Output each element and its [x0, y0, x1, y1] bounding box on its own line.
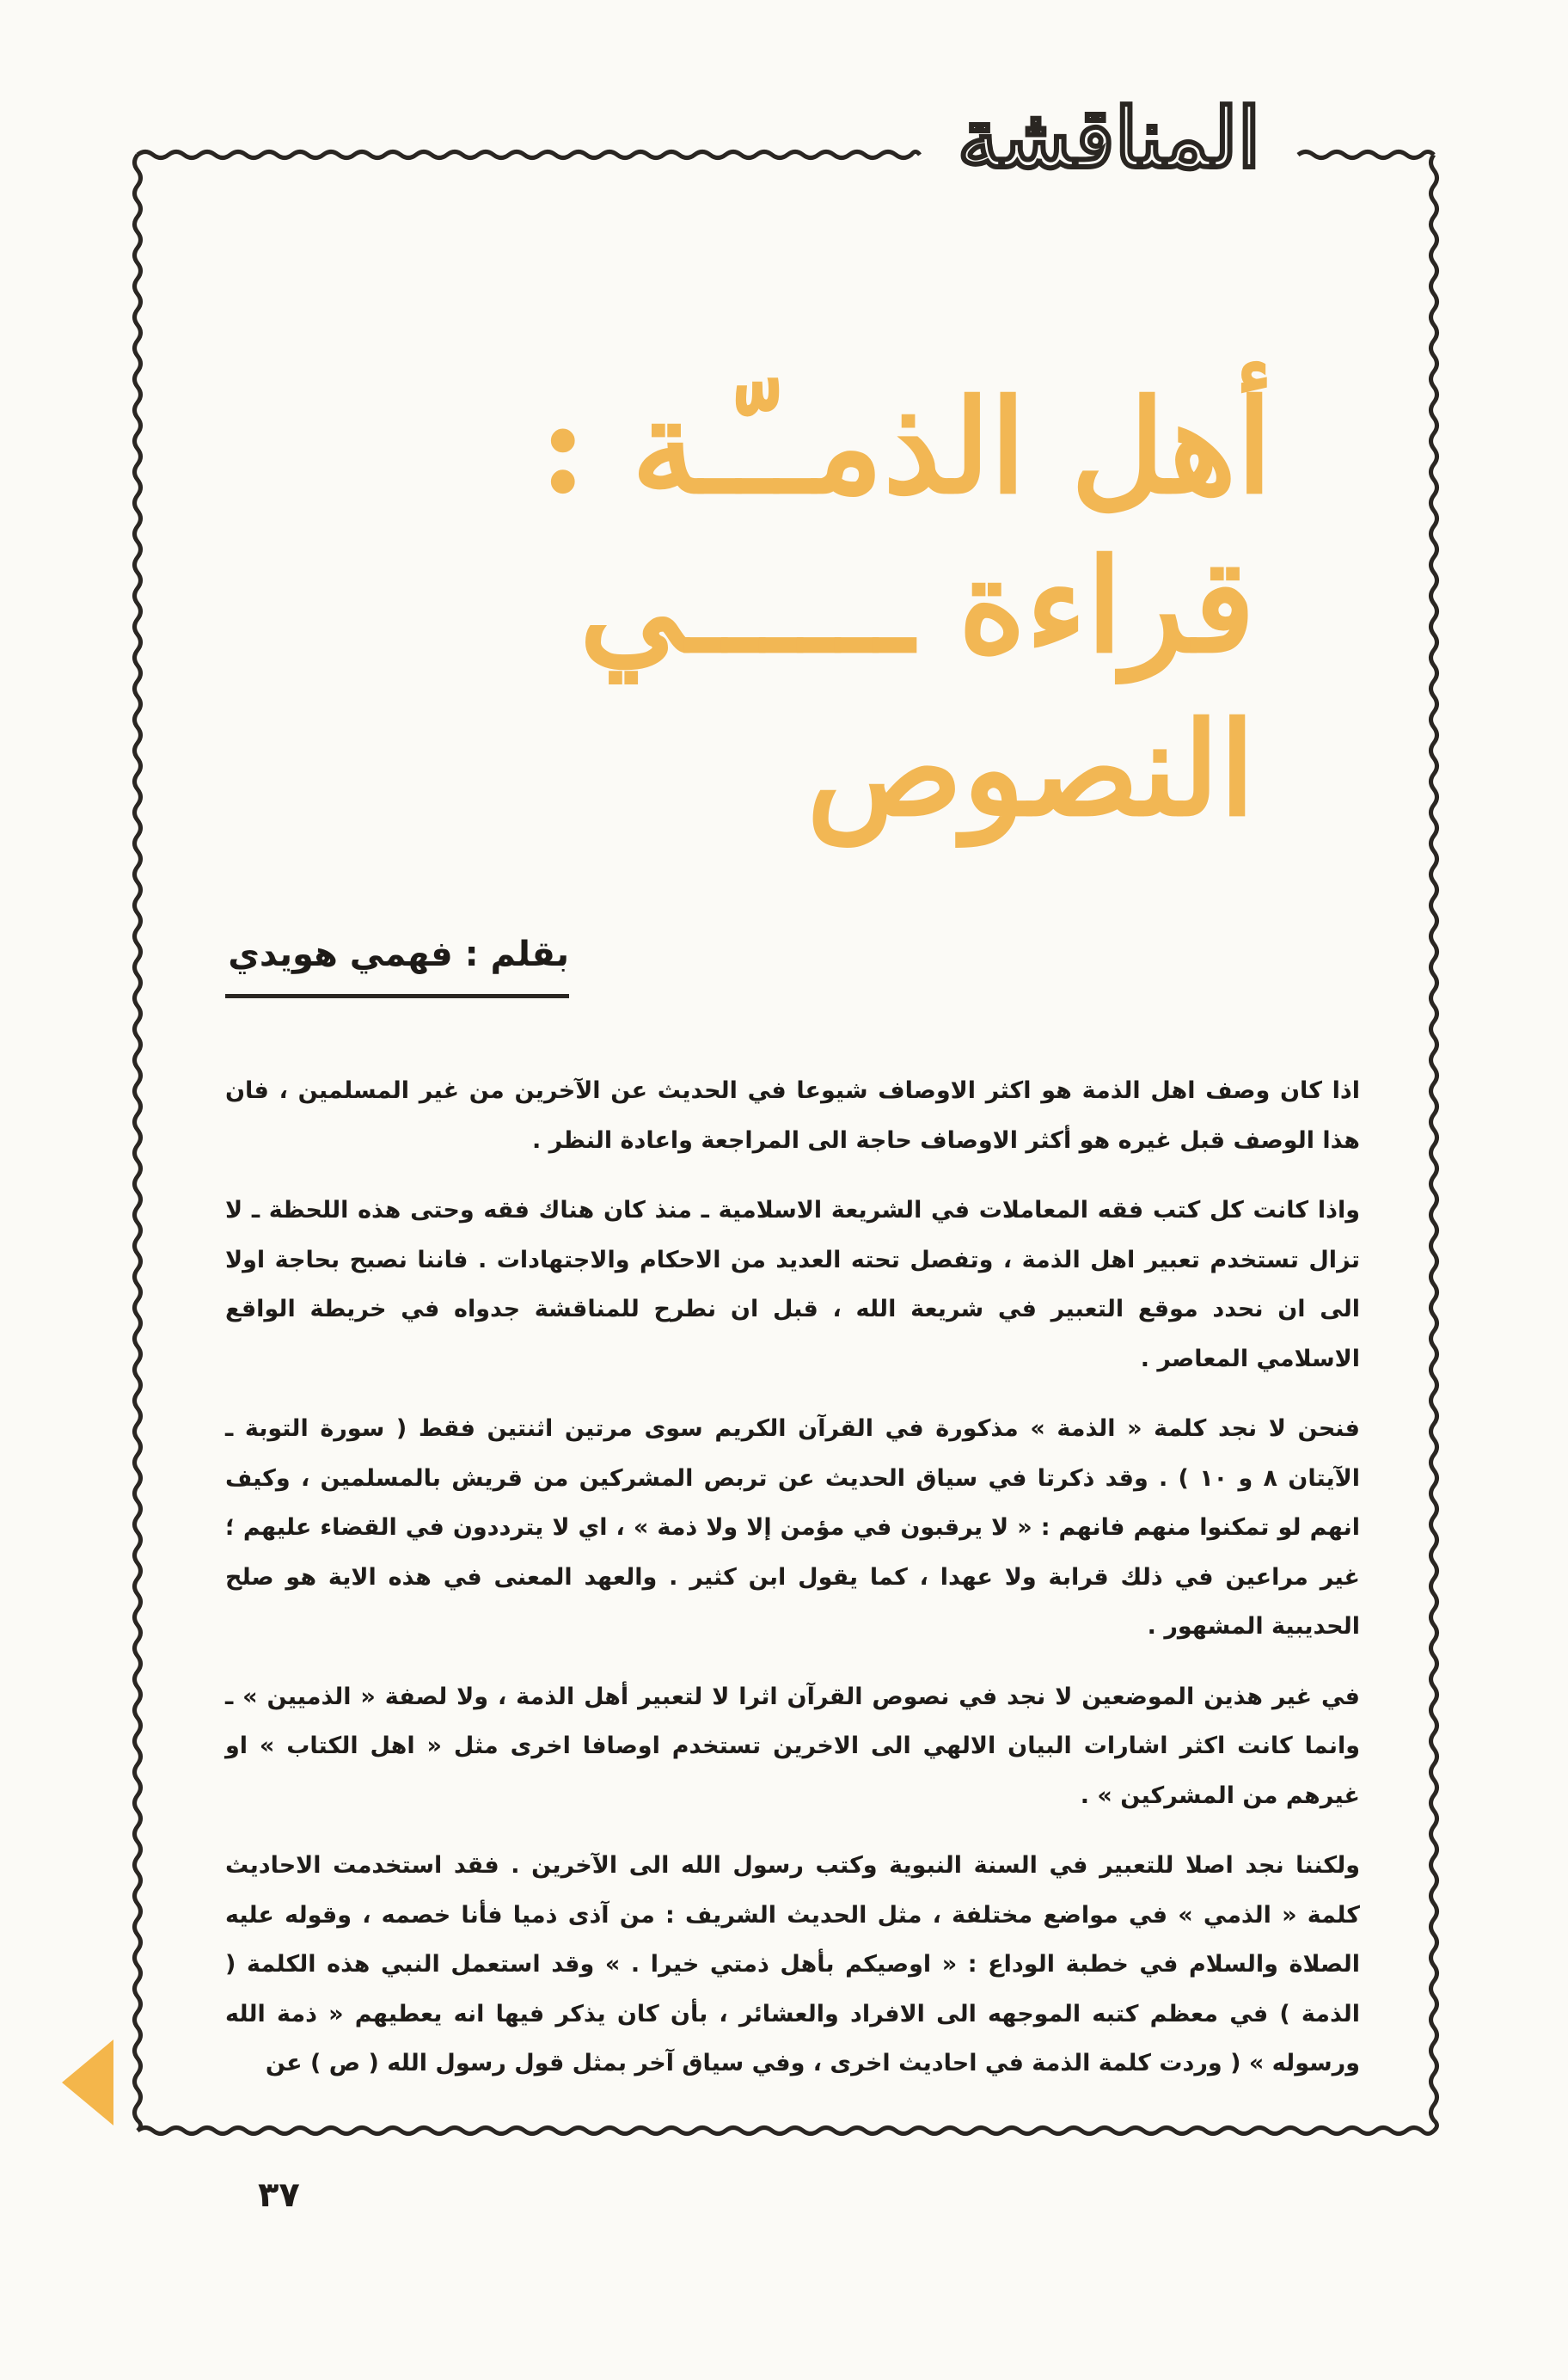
section-logo: المناقشة	[928, 86, 1289, 189]
article-title	[309, 370, 1307, 851]
paragraph-1: اذا كان وصف اهل الذمة هو اكثر الاوصاف شيوعا في الحديث عن الآخرين من غير المسلمين ، فان هذا الوصف قبل غيره هو أكثر الاوصاف حاجة الى المراجعة واعادة النظر .	[225, 1077, 1360, 1154]
title-line-1: أهل الذمــّـة :	[539, 371, 1272, 523]
author-byline: بقلم : فهمي هويدي	[225, 929, 569, 998]
continue-arrow-icon	[62, 2040, 113, 2125]
paragraph-5: ولكننا نجد اصلا للتعبير في السنة النبوية وكتب رسول الله الى الآخرين . فقد استخدمت الاحاديث كلمة « الذمي » في مواضع مختلفة ، مثل الحديث الشريف : من آذى ذميا فأنا خصمه ، وقوله عليه الصلاة والسلام في خطبة الوداع : « اوصيكم بأهل ذمتي خيرا . » وقد استعمل النبي هذه الكلمة ( الذمة ) في معظم كتبه الموجهه الى الافراد والعشائر ، بأن كان يذكر فيها انه يعطيهم « ذمة الله ورسوله » ( وردت كلمة الذمة في احاديث اخرى ، وفي سياق آخر بمثل قول رسول الله ( ص ) عن	[225, 1852, 1360, 2076]
paragraph-2: واذا كانت كل كتب فقه المعاملات في الشريعة الاسلامية ـ منذ كان هناك فقه وحتى هذه اللحظة ـ لا تزال تستخدم تعبير اهل الذمة ، وتفصل تحته العديد من الاحكام والاجتهادات . فاننا نصبح بحاجة اولا الى ان نحدد موقع التعبير في شريعة الله ، قبل ان نطرح للمناقشة جدواه في خريطة الواقع الاسلامي المعاصر .	[225, 1197, 1360, 1372]
page-number: ٣٧	[258, 2175, 300, 2215]
article-body	[225, 1066, 1360, 2109]
paragraph-3: فنحن لا نجد كلمة « الذمة » مذكورة في القرآن الكريم سوى مرتين اثنتين فقط ( سورة التوبة ـ الآيتان ٨ و ١٠ ) . وقد ذكرتا في سياق الحديث عن تربص المشركين من قريش بالمسلمين ، وكيف انهم لو تمكنوا منهم فانهم : « لا يرقبون في مؤمن إلا ولا ذمة » ، اي لا يترددون في القضاء عليهم ؛ غير مراعين في ذلك قرابة ولا عهدا ، كما يقول ابن كثير . والعهد المعنى في هذه الاية هو صلح الحديبية المشهور .	[225, 1415, 1360, 1640]
paragraph-4: في غير هذين الموضعين لا نجد في نصوص القرآن اثرا لا لتعبير أهل الذمة ، ولا لصفة « الذميين » ـ وانما كانت اكثر اشارات البيان الالهي الى الاخرين تستخدم اوصافا اخرى مثل « اهل الكتاب » او غيرهم من المشركين » .	[225, 1683, 1360, 1809]
title-line-2: قراءة ــــــي النصوص	[579, 531, 1255, 845]
